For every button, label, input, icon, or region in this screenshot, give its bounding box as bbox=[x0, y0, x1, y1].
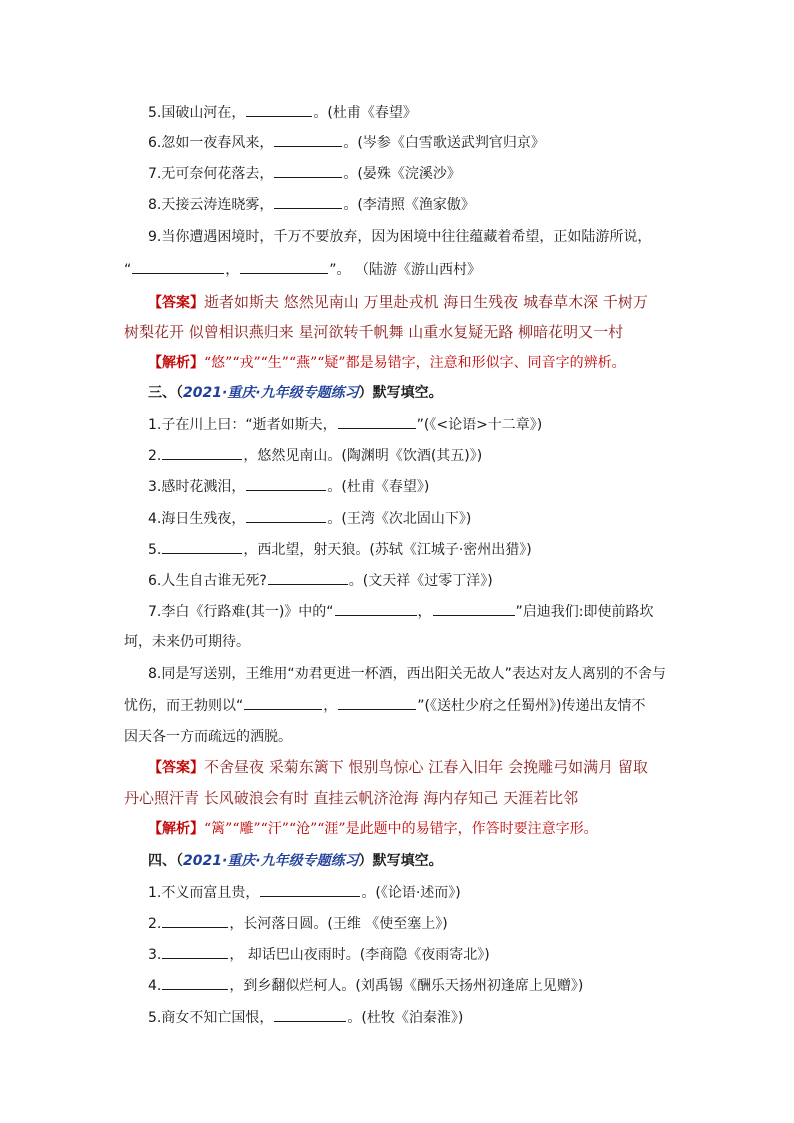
answer-blank[interactable] bbox=[335, 601, 417, 616]
question-text: 8.同是写送别，王维用“劝君更进一杯酒，西出阳关无故人”表达对友人离别的不舍与 bbox=[148, 666, 666, 682]
answer-text: 不舍昼夜 采菊东篱下 恨别鸟惊心 江春入旧年 会挽雕弓如满月 留取 bbox=[204, 758, 648, 776]
answer-blank[interactable] bbox=[433, 601, 515, 616]
question-item: 5.国破山河在， 。(杜甫《春望》 bbox=[148, 102, 417, 123]
answer-tag: 【答案】 bbox=[148, 295, 204, 311]
question-text: 坷，未来仍可期待。 bbox=[124, 634, 250, 650]
question-item: 7.李白《行路难(其一)》中的“ ， ”启迪我们:即使前路坎 bbox=[148, 601, 654, 622]
question-text: 9.当你遭遇困境时，千万不要放弃，因为困境中往往蕴藏着希望，正如陆游所说， bbox=[148, 229, 652, 245]
question-item: 3.感时花溅泪， 。(杜甫《春望》) bbox=[148, 476, 429, 497]
question-item: 7.无可奈何花落去， 。(晏殊《浣溪沙》 bbox=[148, 163, 461, 184]
answer-blank[interactable] bbox=[162, 975, 228, 990]
question-item: 5. ，西北望，射天狼。(苏轼《江城子·密州出猎》) bbox=[148, 539, 532, 560]
answer-blank[interactable] bbox=[274, 194, 342, 209]
question-item: 忧伤，而王勃则以“ ， ”(《送杜少府之任蜀州》)传递出友情不 bbox=[124, 695, 645, 716]
question-item: 2. ，长河落日圆。(王维 《使至塞上》) bbox=[148, 913, 448, 934]
answer-blank[interactable] bbox=[274, 132, 342, 147]
section-source: 2021·重庆·九年级专题练习 bbox=[183, 385, 359, 401]
answer-blank[interactable] bbox=[162, 445, 242, 460]
explanation-block bbox=[148, 819, 598, 839]
section-heading: 四、（2021·重庆·九年级专题练习）默写填空。 bbox=[148, 853, 443, 869]
answer-blank[interactable] bbox=[246, 508, 326, 523]
answer-text: 树梨花开 似曾相识燕归来 星河欲转千帆舞 山重水复疑无路 柳暗花明又一村 bbox=[124, 323, 624, 341]
answer-block bbox=[148, 292, 648, 313]
answer-blank[interactable] bbox=[260, 882, 360, 897]
explanation-text: “篱”“雕”“汗”“沧”“涯”是此题中的易错字，作答时要注意字形。 bbox=[204, 821, 598, 837]
explanation-text: “悠”“戎”“生”“燕”“疑”都是易错字，注意和形似字、同音字的辨析。 bbox=[204, 355, 626, 371]
answer-blank[interactable] bbox=[162, 913, 228, 928]
answer-blank[interactable] bbox=[162, 944, 228, 959]
answer-text: 丹心照汗青 长风破浪会有时 直挂云帆济沧海 海内存知己 天涯若比邻 bbox=[124, 789, 579, 807]
answer-blank[interactable] bbox=[274, 163, 342, 178]
question-item: 8.天接云涛连晓雾， 。(李清照《渔家傲》 bbox=[148, 194, 475, 215]
answer-blank[interactable] bbox=[244, 695, 322, 710]
explanation-block bbox=[148, 353, 626, 373]
answer-blank[interactable] bbox=[246, 102, 312, 117]
explanation-tag: 【解析】 bbox=[148, 821, 204, 837]
section-source: 2021·重庆·九年级专题练习 bbox=[183, 853, 359, 869]
question-item: 6.人生自古谁无死? 。(文天祥《过零丁洋》) bbox=[148, 570, 493, 591]
answer-blank[interactable] bbox=[338, 414, 416, 429]
answer-blank[interactable] bbox=[268, 570, 348, 585]
answer-blank[interactable] bbox=[240, 259, 328, 274]
question-text: 因天各一方而疏远的洒脱。 bbox=[124, 729, 292, 745]
question-item: 3. ， 却话巴山夜雨时。(李商隐《夜雨寄北》) bbox=[148, 944, 490, 965]
answer-blank[interactable] bbox=[246, 476, 326, 491]
explanation-tag: 【解析】 bbox=[148, 355, 204, 371]
answer-blank[interactable] bbox=[274, 1007, 346, 1022]
section-heading: 三、（2021·重庆·九年级专题练习）默写填空。 bbox=[148, 385, 443, 401]
question-item: 1.不义而富且贵， 。(《论语·述而》) bbox=[148, 882, 461, 903]
answer-block bbox=[148, 757, 648, 778]
answer-text: 逝者如斯夫 悠然见南山 万里赴戎机 海日生残夜 城春草木深 千树万 bbox=[204, 293, 648, 311]
question-item: “ ， ”。 （陆游《游山西村》 bbox=[124, 259, 481, 280]
question-item: 6.忽如一夜春风来， 。(岑参《白雪歌送武判官归京》 bbox=[148, 132, 545, 153]
question-item: 1.子在川上曰：“逝者如斯夫， ”(《<论语>十二章》) bbox=[148, 414, 542, 435]
question-item: 5.商女不知亡国恨， 。(杜牧《泊秦淮》) bbox=[148, 1007, 463, 1028]
answer-blank[interactable] bbox=[162, 539, 242, 554]
question-item: 2. ，悠然见南山。(陶渊明《饮酒(其五)》) bbox=[148, 445, 482, 466]
answer-blank[interactable] bbox=[132, 259, 224, 274]
answer-tag: 【答案】 bbox=[148, 760, 204, 776]
question-item: 4.海日生残夜， 。(王湾《次北固山下》) bbox=[148, 508, 471, 529]
answer-blank[interactable] bbox=[338, 695, 416, 710]
question-item: 4. ，到乡翻似烂柯人。(刘禹锡《酬乐天扬州初逢席上见赠》) bbox=[148, 975, 583, 996]
